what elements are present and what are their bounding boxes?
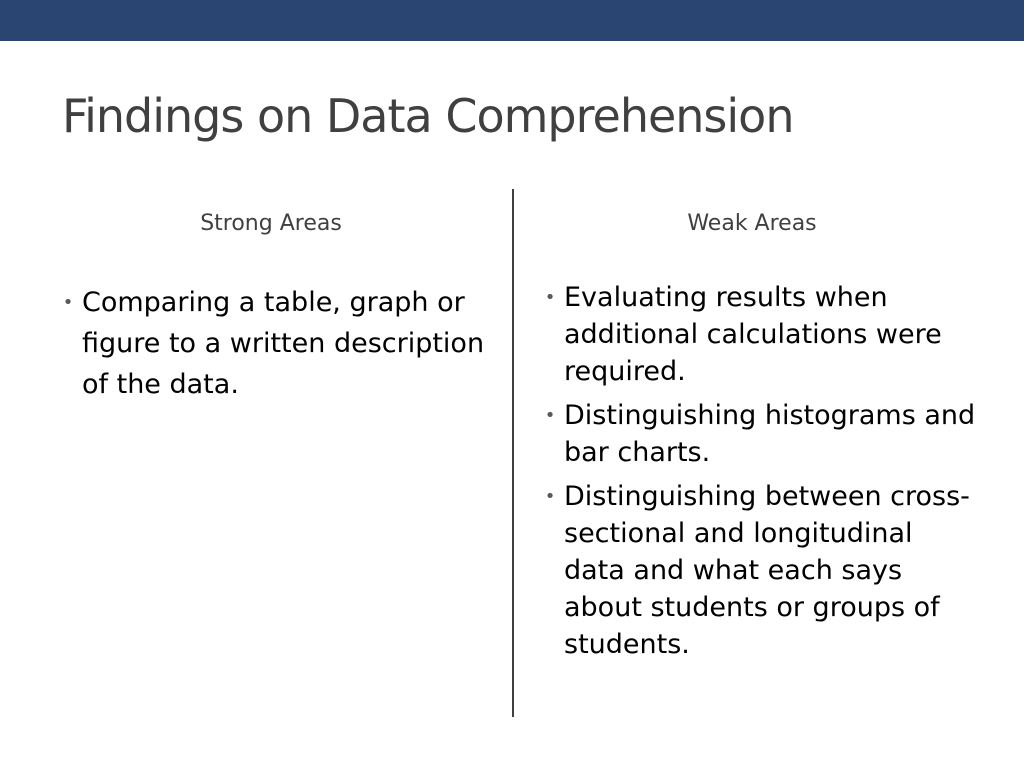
strong-area-item: [58, 282, 498, 405]
weak-area-item: [540, 397, 980, 471]
weak-area-text: Evaluating results when additional calculations were required.: [564, 282, 942, 387]
top-accent-bar: [0, 0, 1024, 41]
column-divider: [512, 189, 514, 717]
weak-areas-list: [540, 279, 980, 670]
strong-areas-list: [58, 282, 498, 412]
slide-title: Findings on Data Comprehension: [62, 89, 794, 143]
strong-areas-heading: Strong Areas: [200, 211, 342, 236]
weak-areas-heading: Weak Areas: [687, 211, 817, 236]
bullet-icon: •: [62, 292, 74, 313]
bullet-icon: •: [544, 486, 556, 507]
strong-area-text: Comparing a table, graph or figure to a written description of the data.: [82, 287, 485, 400]
weak-area-item: [540, 279, 980, 390]
weak-area-item: [540, 478, 980, 663]
weak-area-text: Distinguishing between cross-sectional and longitudinal data and what each says about students or groups of students.: [564, 481, 970, 660]
bullet-icon: •: [544, 287, 556, 308]
bullet-icon: •: [544, 405, 556, 426]
weak-area-text: Distinguishing histograms and bar charts.: [564, 400, 976, 468]
